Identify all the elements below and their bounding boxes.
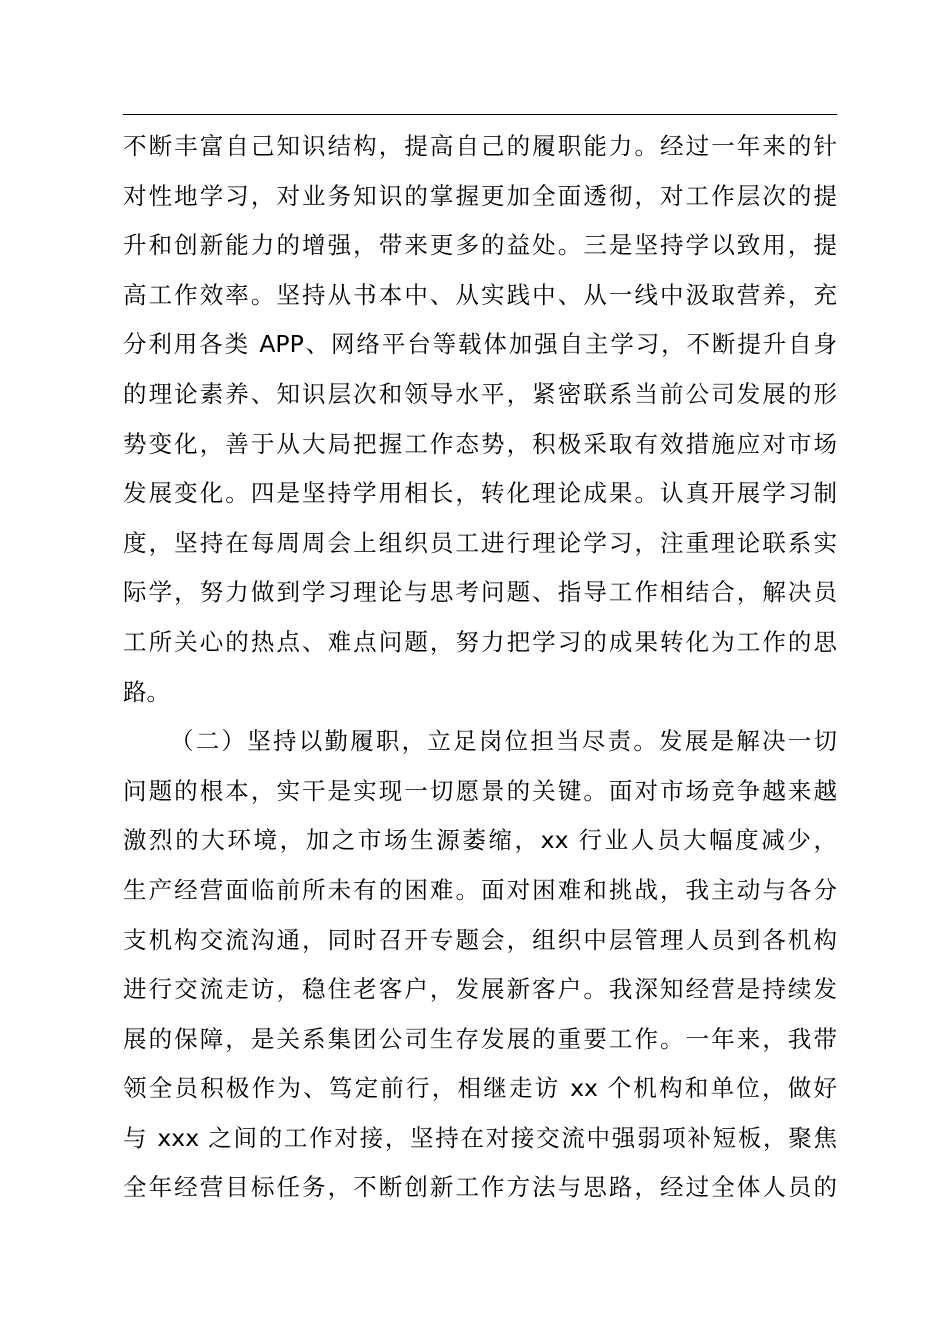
text-line: 高工作效率。坚持从书本中、从实践中、从一线中汲取营养，充 (123, 280, 837, 309)
text-line: 进行交流走访，稳住老客户，发展新客户。我深知经营是持续发 (123, 975, 837, 1004)
text-line: 际学，努力做到学习理论与思考问题、指导工作相结合，解决员 (123, 578, 837, 607)
text-line: 升和创新能力的增强，带来更多的益处。三是坚持学以致用，提 (123, 231, 837, 260)
text-line: 工所关心的热点、难点问题，努力把学习的成果转化为工作的思 (123, 627, 837, 656)
text-line: 领全员积极作为、笃定前行，相继走访 xx 个机构和单位，做好 (123, 1074, 837, 1103)
text-line: 不断丰富自己知识结构，提高自己的履职能力。经过一年来的针 (123, 132, 837, 160)
document-body (123, 122, 837, 1213)
text-line: 与 xxx 之间的工作对接，坚持在对接交流中强弱项补短板，聚焦 (123, 1123, 837, 1152)
text-line: 发展变化。四是坚持学用相长，转化理论成果。认真开展学习制 (123, 479, 837, 508)
text-line: 支机构交流沟通，同时召开专题会，组织中层管理人员到各机构 (123, 925, 837, 954)
text-line: 势变化，善于从大局把握工作态势，积极采取有效措施应对市场 (123, 429, 837, 458)
section-heading-line: （二）坚持以勤履职，立足岗位担当尽责。发展是解决一切 (170, 727, 837, 756)
text-line: 展的保障，是关系集团公司生存发展的重要工作。一年来，我带 (123, 1024, 837, 1053)
text-line: 全年经营目标任务，不断创新工作方法与思路，经过全体人员的 (123, 1173, 837, 1202)
header-rule (123, 114, 837, 115)
text-line: 激烈的大环境，加之市场生源萎缩，xx 行业人员大幅度减少， (123, 826, 837, 855)
text-line: 度，坚持在每周周会上组织员工进行理论学习，注重理论联系实 (123, 528, 837, 557)
text-line: 分利用各类 APP、网络平台等载体加强自主学习，不断提升自身 (123, 330, 837, 359)
text-line: 路。 (123, 677, 170, 706)
text-line: 生产经营面临前所未有的困难。面对困难和挑战，我主动与各分 (123, 875, 837, 904)
text-line: 对性地学习，对业务知识的掌握更加全面透彻，对工作层次的提 (123, 181, 837, 210)
text-line: 的理论素养、知识层次和领导水平，紧密联系当前公司发展的形 (123, 379, 837, 408)
text-line: 问题的根本，实干是实现一切愿景的关键。面对市场竞争越来越 (123, 776, 837, 805)
